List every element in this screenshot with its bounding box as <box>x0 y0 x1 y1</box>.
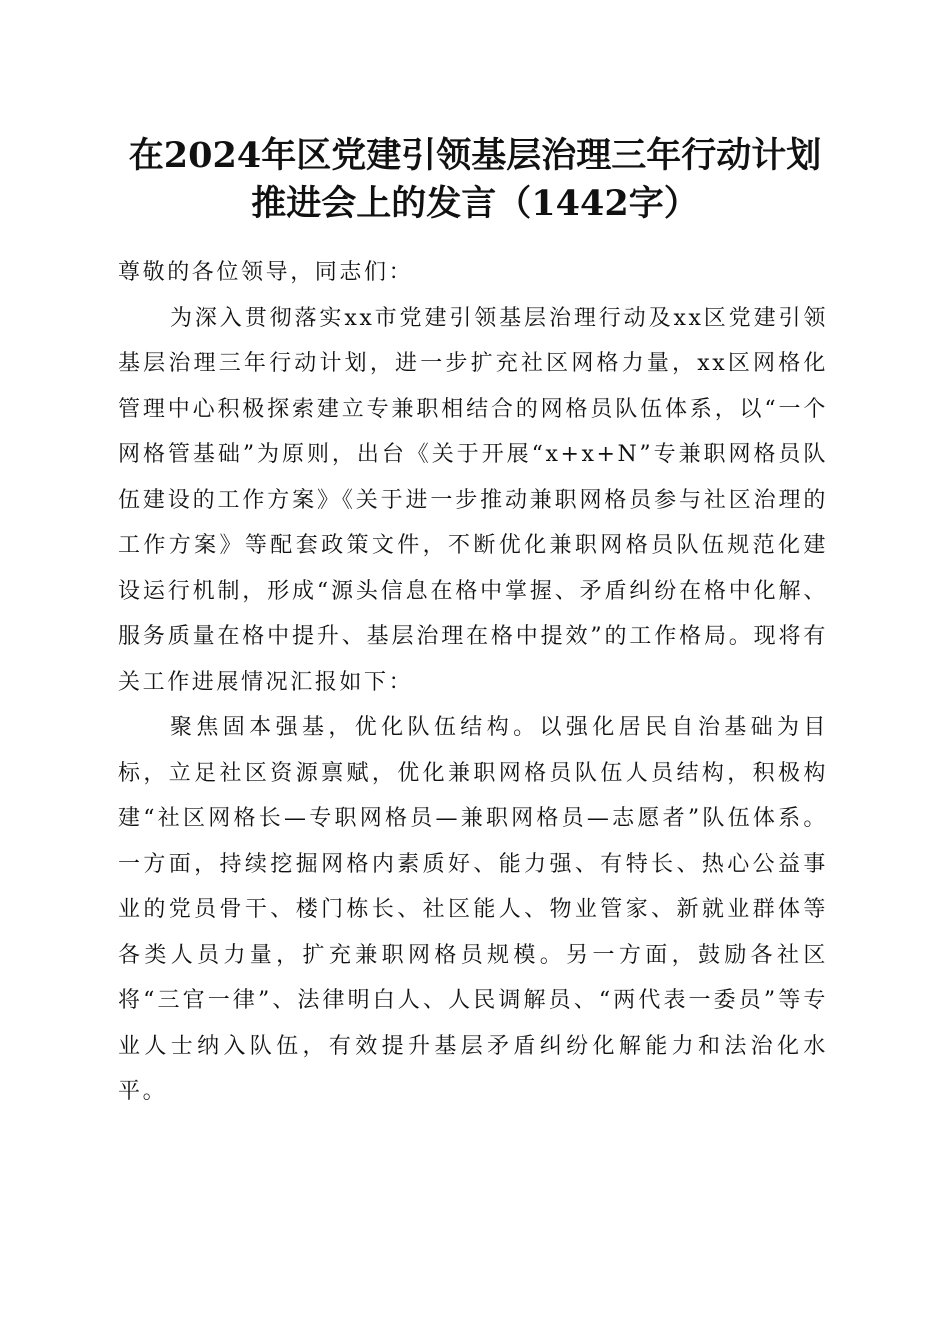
salutation: 尊敬的各位领导，同志们： <box>118 260 414 285</box>
paragraph-intro: 为深入贯彻落实xx市党建引领基层治理行动及xx区党建引领基层治理三年行动计划，进一步扩充社区网格力量，xx区网格化管理中心积极探索建立专兼职相结合的网格员队伍体系，以“一个网格管基础”为原则，出台《关于开展“x+x+N”专兼职网格员队伍建设的工作方案》《关于进一步推动兼职网格员参与社区治理的工作方案》等配套政策文件，不断优化兼职网格员队伍规范化建设运行机制，形成“源头信息在格中掌握、矛盾纠纷在格中化解、服务质量在格中提升、基层治理在格中提效”的工作格局。现将有关工作进展情况汇报如下： <box>118 305 828 695</box>
title-line-2: 推进会上的发言（1442字） <box>251 183 699 224</box>
document-body <box>118 250 828 1115</box>
paragraph-team-structure: 聚焦固本强基，优化队伍结构。以强化居民自治基础为目标，立足社区资源禀赋，优化兼职网格员队伍人员结构，积极构建“社区网格长—专职网格员—兼职网格员—志愿者”队伍体系。一方面，持续挖掘网格内素质好、能力强、有特长、热心公益事业的党员骨干、楼门栋长、社区能人、物业管家、新就业群体等各类人员力量，扩充兼职网格员规模。另一方面，鼓励各社区将“三官一律”、法律明白人、人民调解员、“两代表一委员”等专业人士纳入队伍，有效提升基层矛盾纠纷化解能力和法治化水平。 <box>118 715 828 1104</box>
title-line-1: 在2024年区党建引领基层治理三年行动计划 <box>128 135 822 176</box>
document-title <box>90 132 860 228</box>
